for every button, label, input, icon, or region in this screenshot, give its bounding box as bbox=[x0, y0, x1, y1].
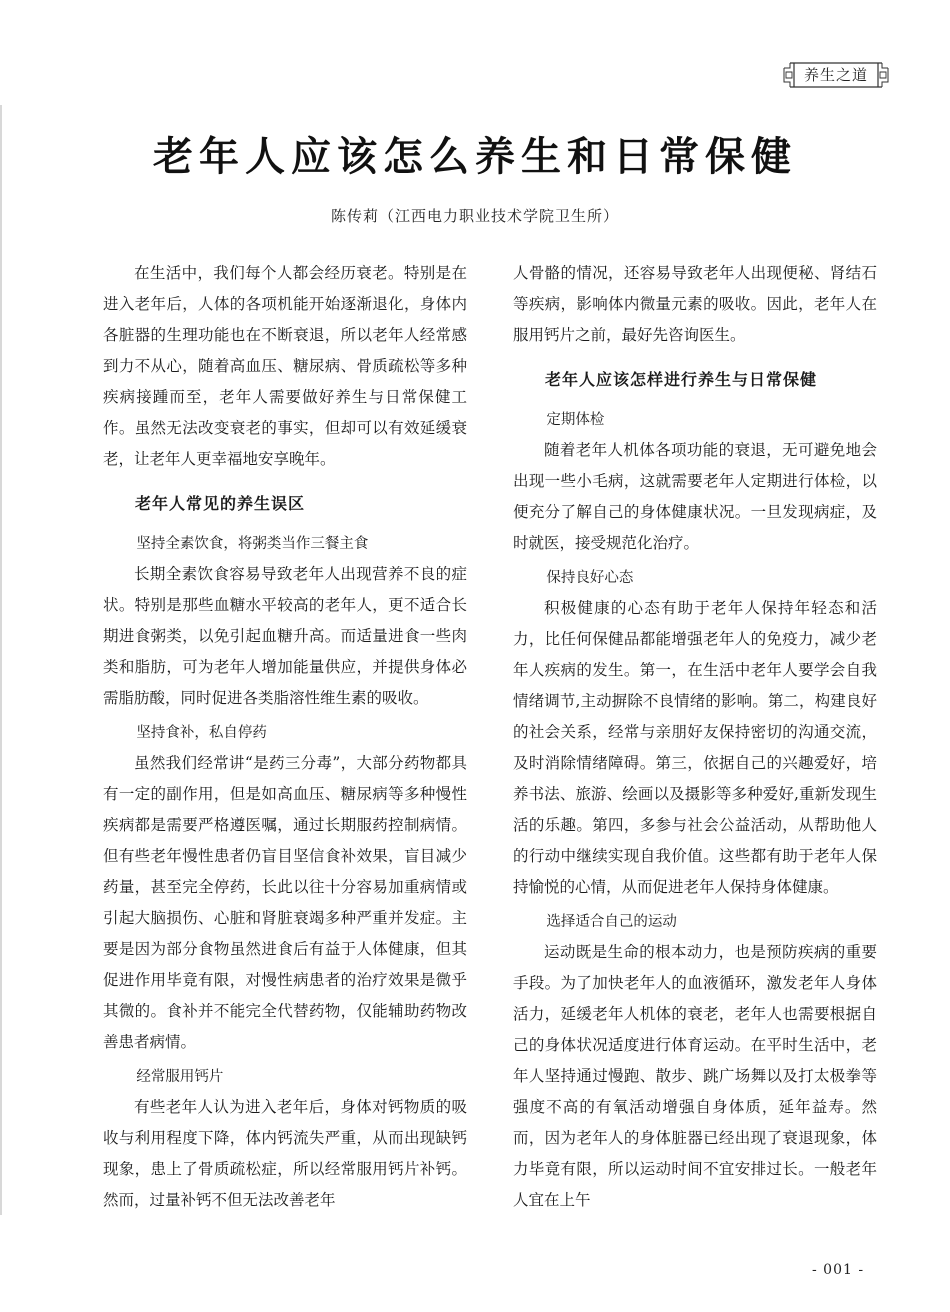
section-heading-health-care: 老年人应该怎样进行养生与日常保健 bbox=[545, 370, 818, 389]
right-column bbox=[513, 258, 877, 1216]
subheading-calcium: 经常服用钙片 bbox=[136, 1069, 224, 1085]
subheading-mindset: 保持良好心态 bbox=[546, 570, 634, 586]
section-heading-misconceptions: 老年人常见的养生误区 bbox=[135, 494, 306, 513]
paragraph-mindset: 积极健康的心态有助于老年人保持年轻态和活力，比任何保健品都能增强老年人的免疫力，减少老年人疾病的发生。第一，在生活中老年人要学会自我情绪调节,主动摒除不良情绪的影响。第二，构建良好的社会关系，经常与亲朋好友保持密切的沟通交流，及时消除情绪障碍。第三，依据自己的兴趣爱好，培养书法、旅游、绘画以及摄影等多种爱好,重新发现生活的乐趣。第四，多参与社会公益活动，从帮助他人的行动中继续实现自我价值。这些都有助于老年人保持愉悦的心情，从而促进老年人保持身体健康。 bbox=[513, 599, 877, 896]
paragraph-vegetarian-diet: 长期全素饮食容易导致老年人出现营养不良的症状。特别是那些血糖水平较高的老年人，更不适合长期进食粥类，以免引起血糖升高。而适量进食一些肉类和脂肪，可为老年人增加能量供应，并提供身体必需脂肪酸，同时促进各类脂溶性维生素的吸收。 bbox=[103, 565, 467, 707]
subheading-exercise: 选择适合自己的运动 bbox=[546, 914, 677, 930]
subheading-food-therapy: 坚持食补，私自停药 bbox=[136, 725, 267, 741]
article-title: 老年人应该怎么养生和日常保健 bbox=[153, 134, 797, 180]
paragraph-calcium-part2: 人骨骼的情况，还容易导致老年人出现便秘、肾结石等疾病，影响体内微量元素的吸收。因此，老年人在服用钙片之前，最好先咨询医生。 bbox=[513, 264, 877, 344]
page-number: - 001 - bbox=[812, 1262, 865, 1278]
section-tag bbox=[782, 60, 890, 90]
intro-paragraph: 在生活中，我们每个人都会经历衰老。特别是在进入老年后，人体的各项机能开始逐渐退化，身体内各脏器的生理功能也在不断衰退，所以老年人经常感到力不从心，随着高血压、糖尿病、骨质疏松等多种疾病接踵而至，老年人需要做好养生与日常保健工作。虽然无法改变衰老的事实，但却可以有效延缓衰老，让老年人更幸福地安享晚年。 bbox=[103, 264, 467, 468]
page-edge-line bbox=[0, 105, 2, 1215]
subheading-vegetarian-diet: 坚持全素饮食，将粥类当作三餐主食 bbox=[136, 536, 369, 552]
article-author: 陈传莉（江西电力职业技术学院卫生所） bbox=[330, 207, 619, 225]
subheading-checkup: 定期体检 bbox=[546, 412, 605, 428]
section-tag-label: 养生之道 bbox=[803, 66, 868, 84]
paragraph-calcium-part1: 有些老年人认为进入老年后，身体对钙物质的吸收与利用程度下降，体内钙流失严重，从而出现缺钙现象，患上了骨质疏松症，所以经常服用钙片补钙。然而，过量补钙不但无法改善老年 bbox=[103, 1098, 467, 1209]
paragraph-food-therapy: 虽然我们经常讲“是药三分毒”，大部分药物都具有一定的副作用，但是如高血压、糖尿病等多种慢性疾病都是需要严格遵医嘱，通过长期服药控制病情。但有些老年慢性患者仍盲目坚信食补效果，盲目减少药量，甚至完全停药，长此以往十分容易加重病情或引起大脑损伤、心脏和肾脏衰竭多种严重并发症。主要是因为部分食物虽然进食后有益于人体健康，但其促进作用毕竟有限，对慢性病患者的治疗效果是微乎其微的。食补并不能完全代替药物，仅能辅助药物改善患者病情。 bbox=[103, 754, 467, 1051]
paragraph-checkup: 随着老年人机体各项功能的衰退，无可避免地会出现一些小毛病，这就需要老年人定期进行体检，以便充分了解自己的身体健康状况。一旦发现病症，及时就医，接受规范化治疗。 bbox=[513, 441, 877, 552]
paragraph-exercise: 运动既是生命的根本动力，也是预防疾病的重要手段。为了加快老年人的血液循环，激发老年人身体活力，延缓老年人机体的衰老，老年人也需要根据自己的身体状况适度进行体育运动。在平时生活中，老年人坚持通过慢跑、散步、跳广场舞以及打太极拳等强度不高的有氧活动增强自身体质，延年益寿。然而，因为老年人的身体脏器已经出现了衰退现象，体力毕竟有限，所以运动时间不宜安排过长。一般老年人宜在上午 bbox=[513, 943, 877, 1209]
left-column bbox=[103, 258, 467, 1216]
